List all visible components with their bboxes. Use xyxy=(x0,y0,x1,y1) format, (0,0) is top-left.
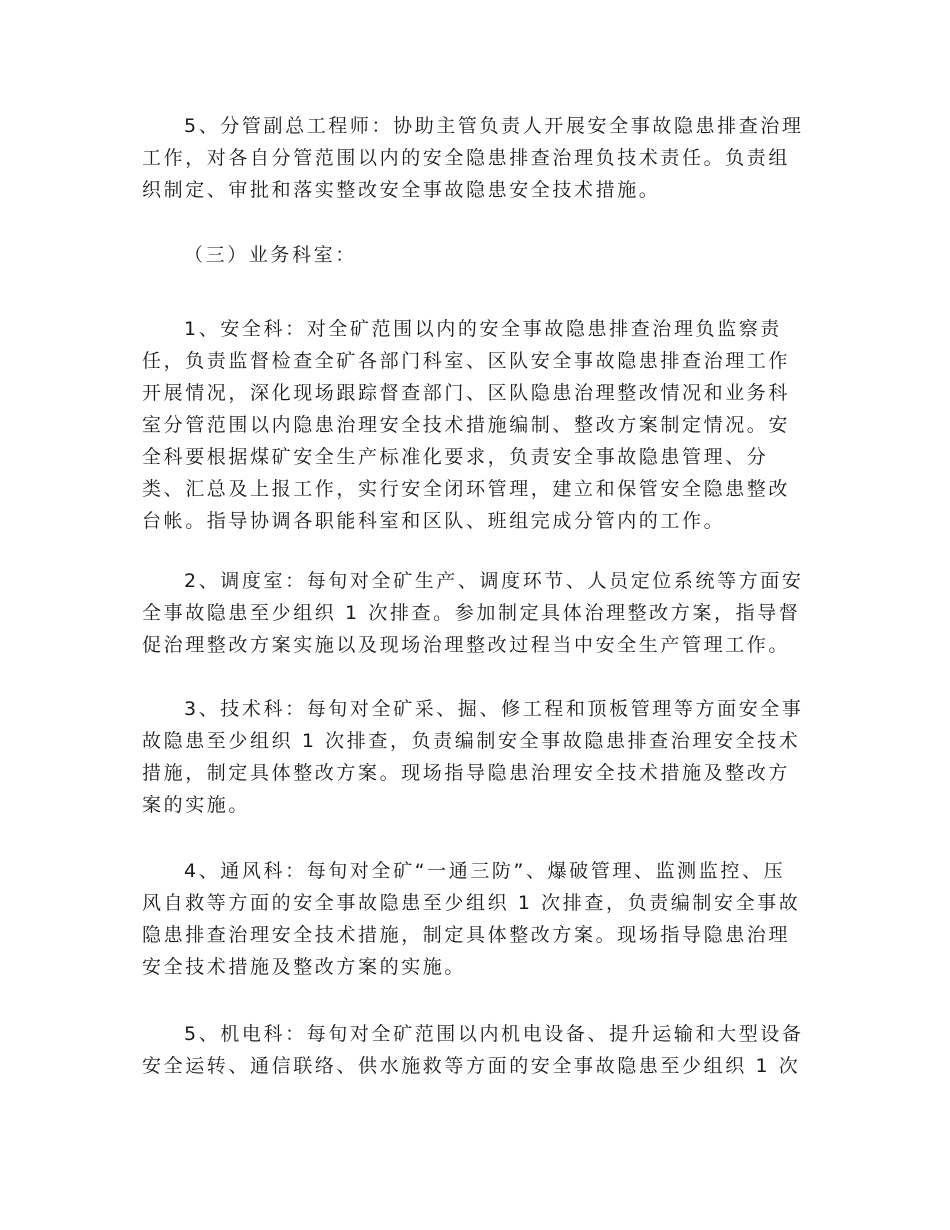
text-line: 风自救等方面的安全事故隐患至少组织 1 次排查，负责编制安全事故 xyxy=(142,892,801,914)
text-line: 4、通风科：每旬对全矿“一通三防”、爆破管理、监测监控、压 xyxy=(184,860,786,882)
text-line: 案的实施。 xyxy=(142,794,251,816)
section-heading: （三）业务科室： xyxy=(184,244,357,266)
text-line: 类、汇总及上报工作，实行安全闭环管理，建立和保管安全隐患整改 xyxy=(142,478,791,500)
text-line: 开展情况，深化现场跟踪督查部门、区队隐患治理整改情况和业务科 xyxy=(142,382,791,404)
para-technical-department xyxy=(142,693,806,821)
text-line: 全科要根据煤矿安全生产标准化要求，负责安全事故隐患管理、分 xyxy=(142,446,769,468)
para-ventilation-department xyxy=(142,855,806,983)
heading-business-departments xyxy=(142,239,806,271)
text-line: 3、技术科：每旬对全矿采、掘、修工程和顶板管理等方面安全事 xyxy=(184,698,804,720)
text-line: 织制定、审批和落实整改安全事故隐患安全技术措施。 xyxy=(142,179,661,201)
text-line: 2、调度室：每旬对全矿生产、调度环节、人员定位系统等方面安 xyxy=(184,570,804,592)
text-line: 故隐患至少组织 1 次排查，负责编制安全事故隐患排查治理安全技术 xyxy=(142,730,801,752)
para-electromechanical-department xyxy=(142,1018,806,1082)
text-line: 任，负责监督检查全矿各部门科室、区队安全事故隐患排查治理工作 xyxy=(142,350,791,372)
text-line: 安全运转、通信联络、供水施救等方面的安全事故隐患至少组织 1 次 xyxy=(142,1055,801,1077)
para-deputy-chief-engineer xyxy=(142,110,806,206)
text-line: 措施，制定具体整改方案。现场指导隐患治理安全技术措施及整改方 xyxy=(142,762,791,784)
text-line: 促治理整改方案实施以及现场治理整改过程当中安全生产管理工作。 xyxy=(142,634,791,656)
text-line: 5、分管副总工程师：协助主管负责人开展安全事故隐患排查治理 xyxy=(184,115,804,137)
text-line: 台帐。指导协调各职能科室和区队、班组完成分管内的工作。 xyxy=(142,510,726,532)
text-line: 5、机电科：每旬对全矿范围以内机电设备、提升运输和大型设备 xyxy=(184,1023,804,1045)
text-line: 安全技术措施及整改方案的实施。 xyxy=(142,956,467,978)
text-line: 隐患排查治理安全技术措施，制定具体整改方案。现场指导隐患治理 xyxy=(142,924,791,946)
para-safety-department xyxy=(142,313,806,537)
text-line: 1、安全科：对全矿范围以内的安全事故隐患排查治理负监察责 xyxy=(184,318,782,340)
para-dispatch-room xyxy=(142,565,806,661)
text-line: 室分管范围以内隐患治理安全技术措施编制、整改方案制定情况。安 xyxy=(142,414,791,436)
text-line: 全事故隐患至少组织 1 次排查。参加制定具体治理整改方案，指导督 xyxy=(142,602,801,624)
text-line: 工作，对各自分管范围以内的安全隐患排查治理负技术责任。负责组 xyxy=(142,147,791,169)
